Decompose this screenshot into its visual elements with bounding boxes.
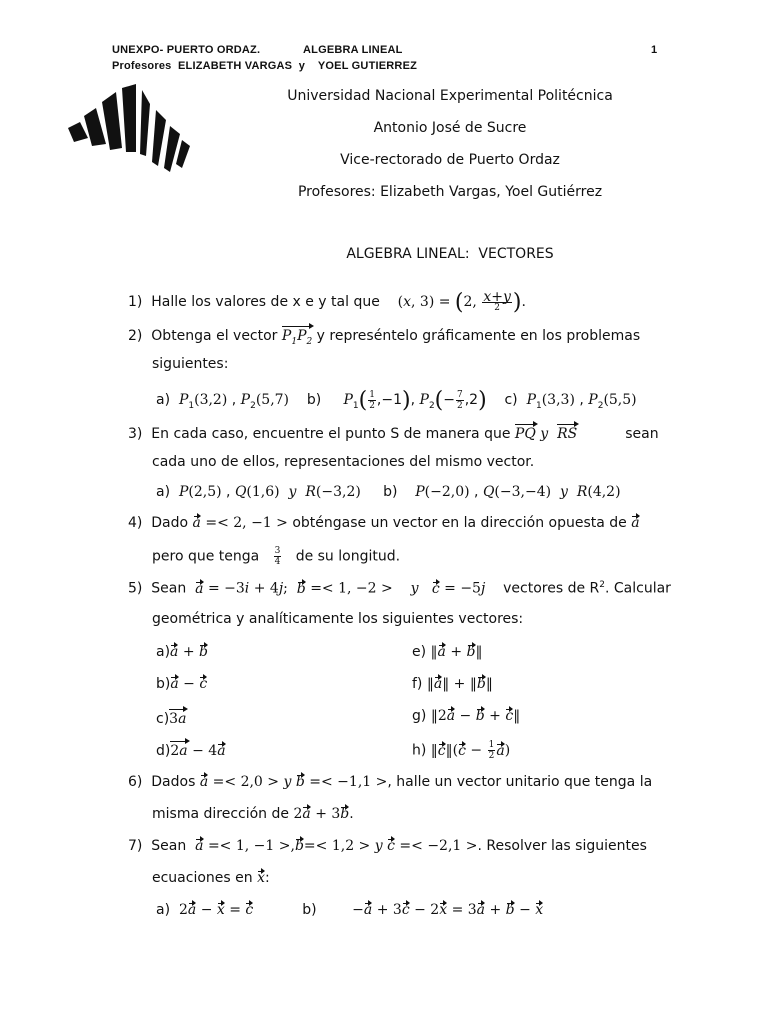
- problem-3-text: En cada caso, encuentre el punto S de manera que: [151, 426, 511, 442]
- problem-2: [128, 325, 640, 347]
- institution-subname: Antonio José de Sucre: [373, 120, 527, 136]
- problem-2-items: a) $P_1(3,2)$ , $P_2(5,7)$ b) $P_1$( $\frac{1}{2}$ ,−1), $P_2(-$ $\frac{7}{2}$ ,2) c) $P_1(3,3)$ , $P_2(5,5)$: [156, 388, 637, 413]
- institution-name: Universidad Nacional Experimental Politécnica: [287, 88, 613, 104]
- problem-4-text-d: de su longitud.: [295, 548, 401, 565]
- problem-4-text-c: pero que tenga: [152, 548, 260, 565]
- problem-5-item-c: c)3a: [156, 708, 186, 727]
- problem-1-text: Halle los valores de x e y tal que: [151, 294, 380, 310]
- problem-5-item-g: g) ‖2a − b + c‖: [412, 708, 521, 724]
- problem-2-text: Obtenga el vector: [151, 328, 278, 344]
- problem-4-number: 4): [128, 515, 143, 531]
- problem-1: [128, 290, 526, 315]
- problem-7-text-c: ecuaciones en: [152, 870, 253, 886]
- header-course: ALGEBRA LINEAL: [303, 44, 403, 56]
- institution-professors: Profesores: Elizabeth Vargas, Yoel Gutiérrez: [297, 184, 603, 200]
- problem-6-cont: misma dirección de 2a + 3b.: [152, 806, 354, 822]
- page-title: ALGEBRA LINEAL: VECTORES: [346, 246, 554, 262]
- problem-6-text-c: misma dirección de: [152, 806, 289, 822]
- vector-p1p2: $P_1P_2$: [282, 325, 312, 347]
- problem-5: 5) Sean a = −3i + 4j; b =< 1, −2 > y c = −5j vectores de $R^2$. Calcular: [128, 580, 671, 597]
- problem-5-text-c: . Calcular: [605, 580, 671, 597]
- problem-2-text-b: y represéntelo gráficamente en los problemas: [316, 328, 641, 344]
- problem-5-text-b: vectores de R: [503, 580, 600, 597]
- problem-6-number: 6): [128, 774, 143, 790]
- problem-7-number: 7): [128, 838, 143, 854]
- problem-3-text-b: sean: [625, 426, 659, 442]
- problem-3: 3) En cada caso, encuentre el punto S de manera que PQ y RS sean: [128, 423, 659, 442]
- institution-campus: Vice-rectorado de Puerto Ordaz: [340, 152, 560, 168]
- problem-2-number: 2): [128, 328, 143, 344]
- problem-5-item-e: e) ‖a + b‖: [412, 644, 483, 660]
- problem-5-text: Sean: [151, 580, 187, 597]
- problem-6: 6) Dados a =< 2,0 > y b =< −1,1 >, halle un vector unitario que tenga la: [128, 774, 653, 790]
- problem-5-item-a: a)a + b: [156, 644, 209, 660]
- problem-3-number: 3): [128, 426, 143, 442]
- problem-7-text: Sean: [151, 838, 187, 854]
- problem-5-cont: geométrica y analíticamente los siguientes vectores:: [152, 611, 524, 627]
- header-professors: Profesores ELIZABETH VARGAS y YOEL GUTIERREZ: [112, 60, 418, 72]
- problem-3-items: a) P(2,5) , Q(1,6) y R(−3,2) b) P(−2,0) , Q(−3,−4) y R(4,2): [156, 484, 621, 500]
- problem-4-text: Dado: [151, 515, 189, 531]
- problem-7-items: a) 2a − x = c b) −a + 3c − 2x = 3a + b − x: [156, 902, 544, 918]
- problem-3-cont: cada uno de ellos, representaciones del mismo vector.: [152, 454, 535, 470]
- problem-5-item-h: h) ‖c‖(c − $\frac{1}{2}$ a): [412, 740, 511, 761]
- problem-6-text-b: , halle un vector unitario que tenga la: [387, 774, 653, 790]
- page-number: 1: [651, 44, 658, 56]
- problem-5-item-f: f) ‖a‖ + ‖b‖: [412, 676, 493, 692]
- vector-rs: RS: [557, 423, 577, 442]
- vector-pq: PQ: [515, 423, 536, 442]
- problem-2-cont: siguientes:: [152, 356, 229, 372]
- problem-4-text-b: obténgase un vector en la dirección opuesta de: [292, 515, 627, 531]
- problem-5-item-b: b)a − c: [156, 676, 208, 692]
- problem-5-item-d: d)2a − 4a: [156, 740, 226, 759]
- problem-5-number: 5): [128, 580, 143, 597]
- problem-6-text: Dados: [151, 774, 196, 790]
- problem-7-text-b: . Resolver las siguientes: [477, 838, 647, 854]
- problem-4: 4) Dado a =< 2, −1 > obténgase un vector en la dirección opuesta de a: [128, 515, 640, 531]
- problem-4-cont: pero que tenga $\frac{3}{4}$ de su longitud.: [152, 546, 401, 567]
- header-school: UNEXPO- PUERTO ORDAZ.: [112, 44, 261, 56]
- problem-7: 7) Sean a =< 1, −1 >,b=< 1,2 > y c =< −2,1 >. Resolver las siguientes: [128, 838, 647, 854]
- problem-7-cont: ecuaciones en x:: [152, 870, 270, 886]
- problem-1-equation: (x, 3) = (2, $\frac{x+y}{2}$ ).: [397, 288, 526, 315]
- problem-1-number: 1): [128, 294, 143, 310]
